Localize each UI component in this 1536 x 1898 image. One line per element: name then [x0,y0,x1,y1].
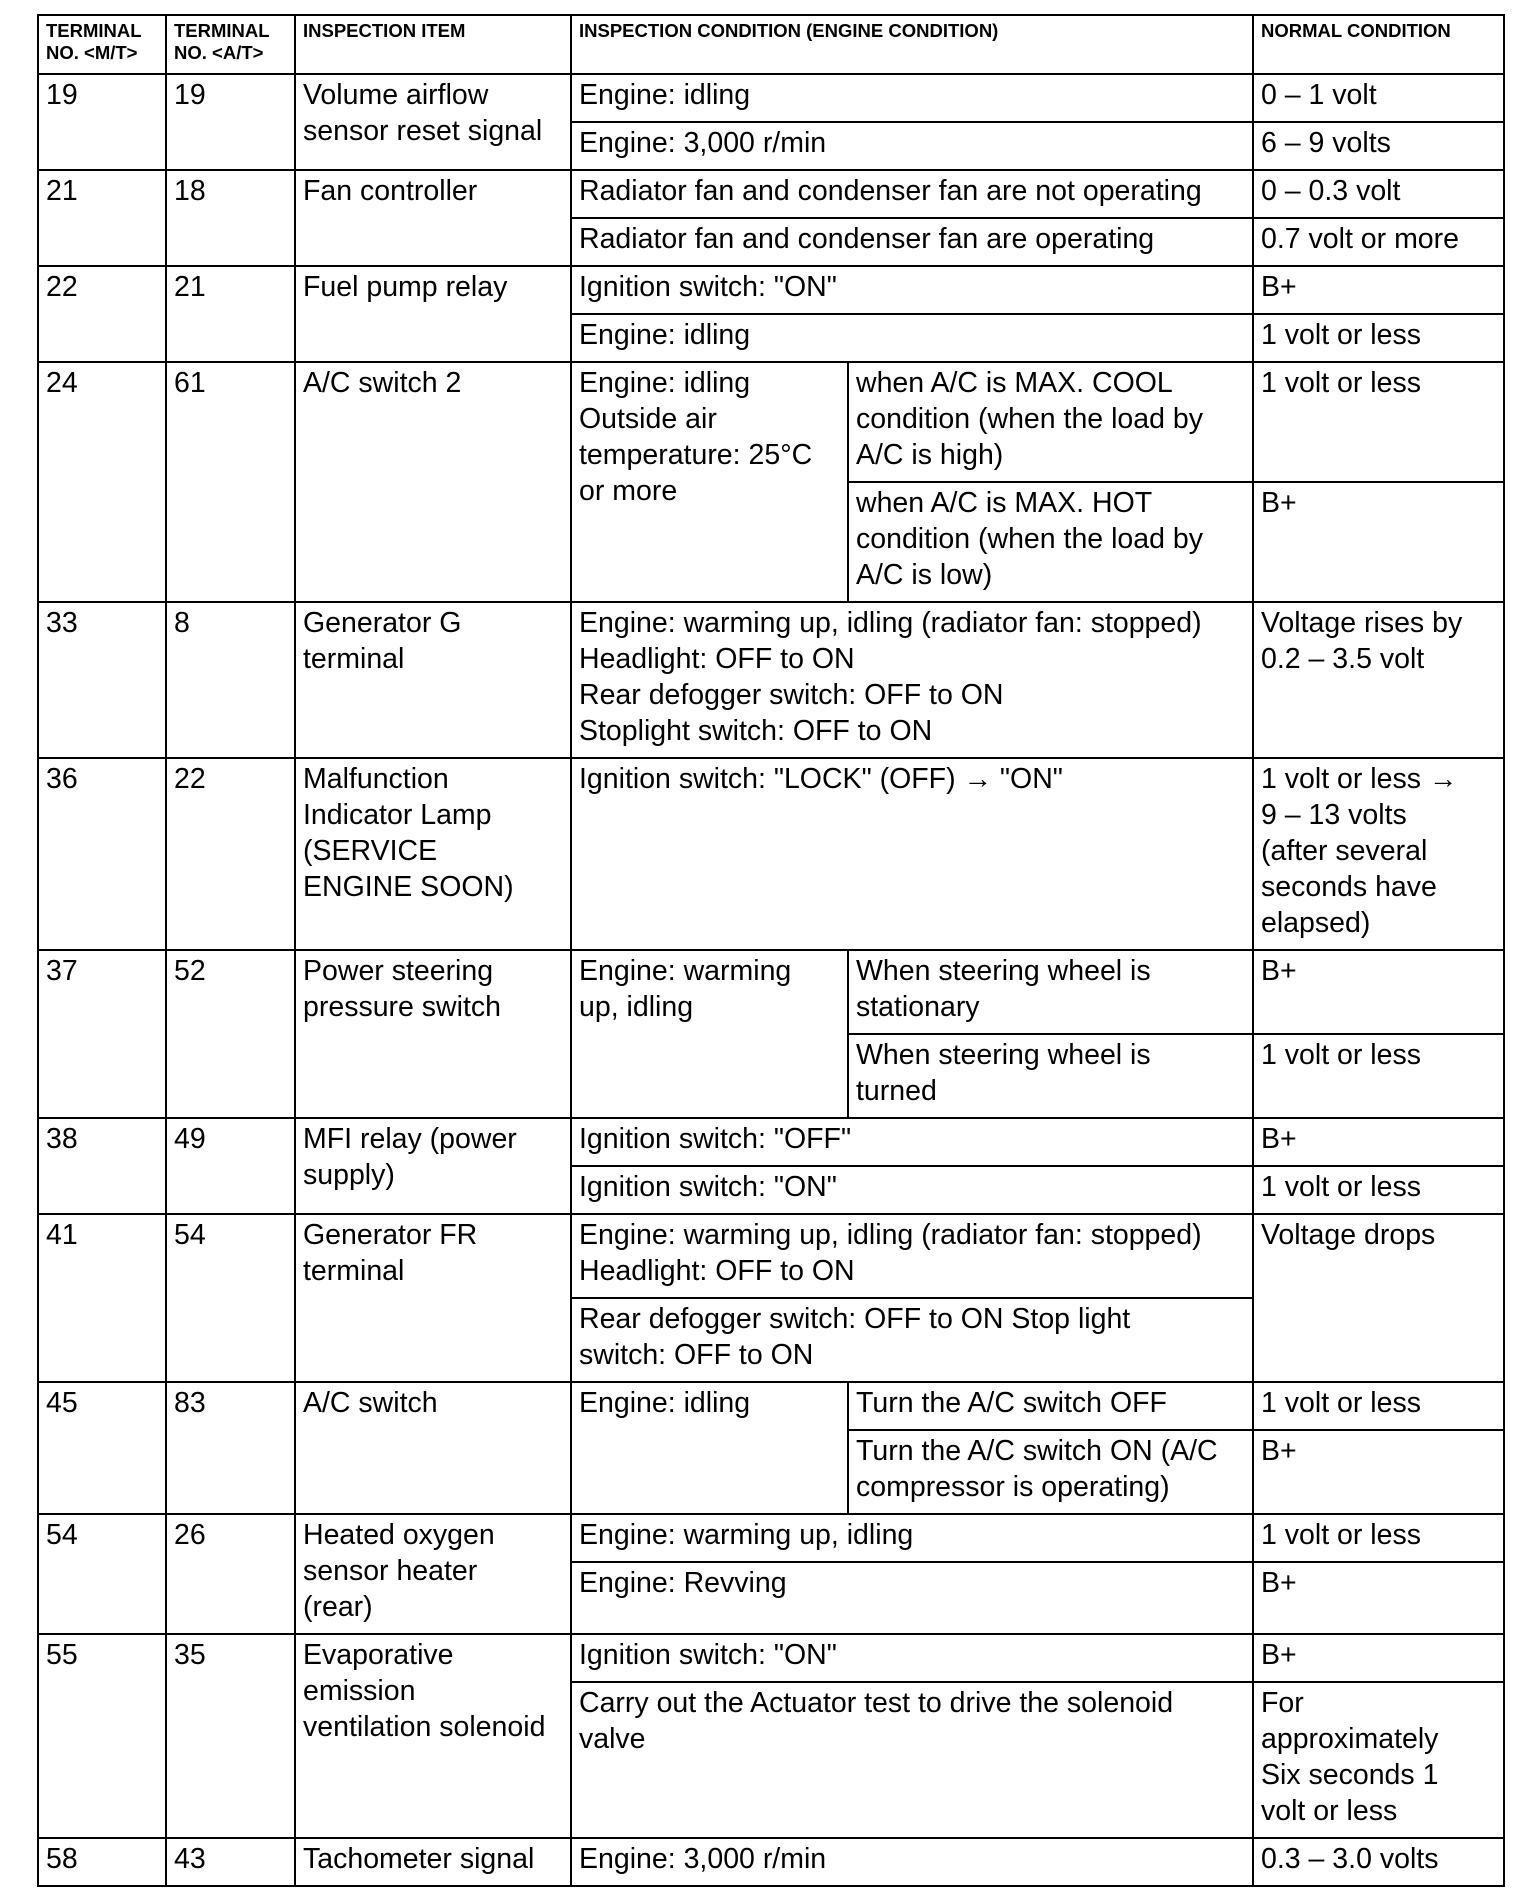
table-row [38,1382,1504,1430]
table-row [38,170,1504,218]
normal-condition-cell: B+ [1253,1118,1504,1166]
normal-condition-cell: B+ [1253,1430,1504,1514]
condition-cell: Engine: 3,000 r/min [571,122,1253,170]
normal-condition-cell: 1 volt or less [1253,314,1504,362]
condition-cell: Engine: warming up, idling [571,1514,1253,1562]
normal-condition-cell: 0 – 0.3 volt [1253,170,1504,218]
inspection-item-cell: Evaporative emission ventilation solenoid [295,1634,571,1838]
normal-condition-cell: B+ [1253,266,1504,314]
condition-cell: Engine: idling [571,74,1253,122]
table-row [38,602,1504,758]
normal-condition-cell: 0.3 – 3.0 volts [1253,1838,1504,1886]
normal-condition-cell: 1 volt or less [1253,1034,1504,1118]
inspection-item-cell: Tachometer signal [295,1838,571,1886]
normal-condition-cell: 1 volt or less [1253,362,1504,482]
normal-condition-cell: B+ [1253,950,1504,1034]
inspection-item-cell: MFI relay (power supply) [295,1118,571,1214]
terminal-mt-cell: 24 [38,362,166,602]
terminal-mt-cell: 41 [38,1214,166,1382]
table-row [38,362,1504,482]
inspection-item-cell: A/C switch [295,1382,571,1514]
terminal-at-cell: 52 [166,950,295,1118]
terminal-mt-cell: 19 [38,74,166,170]
inspection-item-cell: Malfunction Indicator Lamp (SERVICE ENGINE SOON) [295,758,571,950]
table-row [38,266,1504,314]
sub-condition-cell: when A/C is MAX. COOL condition (when the load by A/C is high) [848,362,1253,482]
sub-condition-cell: Turn the A/C switch ON (A/C compressor is operating) [848,1430,1253,1514]
terminal-inspection-table [37,14,1505,1887]
normal-condition-cell: B+ [1253,1634,1504,1682]
inspection-item-cell: Fuel pump relay [295,266,571,362]
terminal-at-cell: 61 [166,362,295,602]
table-row [38,1214,1504,1298]
sub-condition-cell: Turn the A/C switch OFF [848,1382,1253,1430]
table-row [38,950,1504,1034]
sub-condition-cell: When steering wheel is turned [848,1034,1253,1118]
terminal-at-cell: 35 [166,1634,295,1838]
normal-condition-cell: 0 – 1 volt [1253,74,1504,122]
normal-condition-cell: B+ [1253,482,1504,602]
terminal-mt-cell: 33 [38,602,166,758]
terminal-at-cell: 18 [166,170,295,266]
condition-cell: Ignition switch: "ON" [571,1634,1253,1682]
condition-cell: Engine: idling [571,1382,848,1514]
condition-cell: Engine: 3,000 r/min [571,1838,1253,1886]
condition-cell: Radiator fan and condenser fan are operating [571,218,1253,266]
header-terminal-at: TERMINAL NO. <A/T> [166,15,295,74]
normal-condition-cell: 1 volt or less [1253,1166,1504,1214]
terminal-mt-cell: 55 [38,1634,166,1838]
normal-condition-cell: For approximately Six seconds 1 volt or less [1253,1682,1504,1838]
table-row [38,1634,1504,1682]
condition-cell: Ignition switch: "ON" [571,266,1253,314]
inspection-item-cell: Generator G terminal [295,602,571,758]
table-header-row [38,15,1504,74]
terminal-at-cell: 8 [166,602,295,758]
normal-condition-cell: 0.7 volt or more [1253,218,1504,266]
condition-cell: Engine: idling [571,314,1253,362]
condition-cell: Radiator fan and condenser fan are not operating [571,170,1253,218]
normal-condition-cell: 1 volt or less [1253,1514,1504,1562]
terminal-at-cell: 49 [166,1118,295,1214]
sub-condition-cell: when A/C is MAX. HOT condition (when the load by A/C is low) [848,482,1253,602]
normal-condition-cell: 1 volt or less → 9 – 13 volts (after several seconds have elapsed) [1253,758,1504,950]
header-inspection-condition: INSPECTION CONDITION (ENGINE CONDITION) [571,15,1253,74]
condition-cell: Engine: warming up, idling (radiator fan: stopped) Headlight: OFF to ON Rear defogger switch: OFF to ON Stoplight switch: OFF to ON [571,602,1253,758]
terminal-mt-cell: 36 [38,758,166,950]
condition-cell: Carry out the Actuator test to drive the solenoid valve [571,1682,1253,1838]
normal-condition-cell: Voltage drops [1253,1214,1504,1382]
inspection-document [37,14,1503,1875]
terminal-at-cell: 21 [166,266,295,362]
table-row [38,1838,1504,1886]
terminal-mt-cell: 45 [38,1382,166,1514]
inspection-item-cell: Generator FR terminal [295,1214,571,1382]
condition-cell: Ignition switch: "ON" [571,1166,1253,1214]
terminal-at-cell: 22 [166,758,295,950]
normal-condition-cell: B+ [1253,1562,1504,1634]
condition-cell: Ignition switch: "OFF" [571,1118,1253,1166]
condition-cell: Engine: warming up, idling [571,950,848,1118]
terminal-mt-cell: 21 [38,170,166,266]
inspection-item-cell: Volume airflow sensor reset signal [295,74,571,170]
condition-cell: Engine: warming up, idling (radiator fan: stopped) Headlight: OFF to ON [571,1214,1253,1298]
normal-condition-cell: Voltage rises by 0.2 – 3.5 volt [1253,602,1504,758]
header-inspection-item: INSPECTION ITEM [295,15,571,74]
inspection-item-cell: Fan controller [295,170,571,266]
condition-cell: Engine: idling Outside air temperature: 25°C or more [571,362,848,602]
terminal-at-cell: 19 [166,74,295,170]
table-row [38,74,1504,122]
terminal-at-cell: 26 [166,1514,295,1634]
header-normal-condition: NORMAL CONDITION [1253,15,1504,74]
terminal-at-cell: 54 [166,1214,295,1382]
normal-condition-cell: 6 – 9 volts [1253,122,1504,170]
header-terminal-mt: TERMINAL NO. <M/T> [38,15,166,74]
condition-cell: Rear defogger switch: OFF to ON Stop light switch: OFF to ON [571,1298,1253,1382]
condition-cell: Engine: Revving [571,1562,1253,1634]
terminal-mt-cell: 22 [38,266,166,362]
table-row [38,1118,1504,1166]
inspection-item-cell: Power steering pressure switch [295,950,571,1118]
normal-condition-cell: 1 volt or less [1253,1382,1504,1430]
table-row [38,1514,1504,1562]
terminal-at-cell: 43 [166,1838,295,1886]
terminal-at-cell: 83 [166,1382,295,1514]
terminal-mt-cell: 38 [38,1118,166,1214]
condition-cell: Ignition switch: "LOCK" (OFF) → "ON" [571,758,1253,950]
inspection-item-cell: Heated oxygen sensor heater (rear) [295,1514,571,1634]
sub-condition-cell: When steering wheel is stationary [848,950,1253,1034]
terminal-mt-cell: 37 [38,950,166,1118]
terminal-mt-cell: 58 [38,1838,166,1886]
table-row [38,758,1504,950]
inspection-item-cell: A/C switch 2 [295,362,571,602]
terminal-mt-cell: 54 [38,1514,166,1634]
